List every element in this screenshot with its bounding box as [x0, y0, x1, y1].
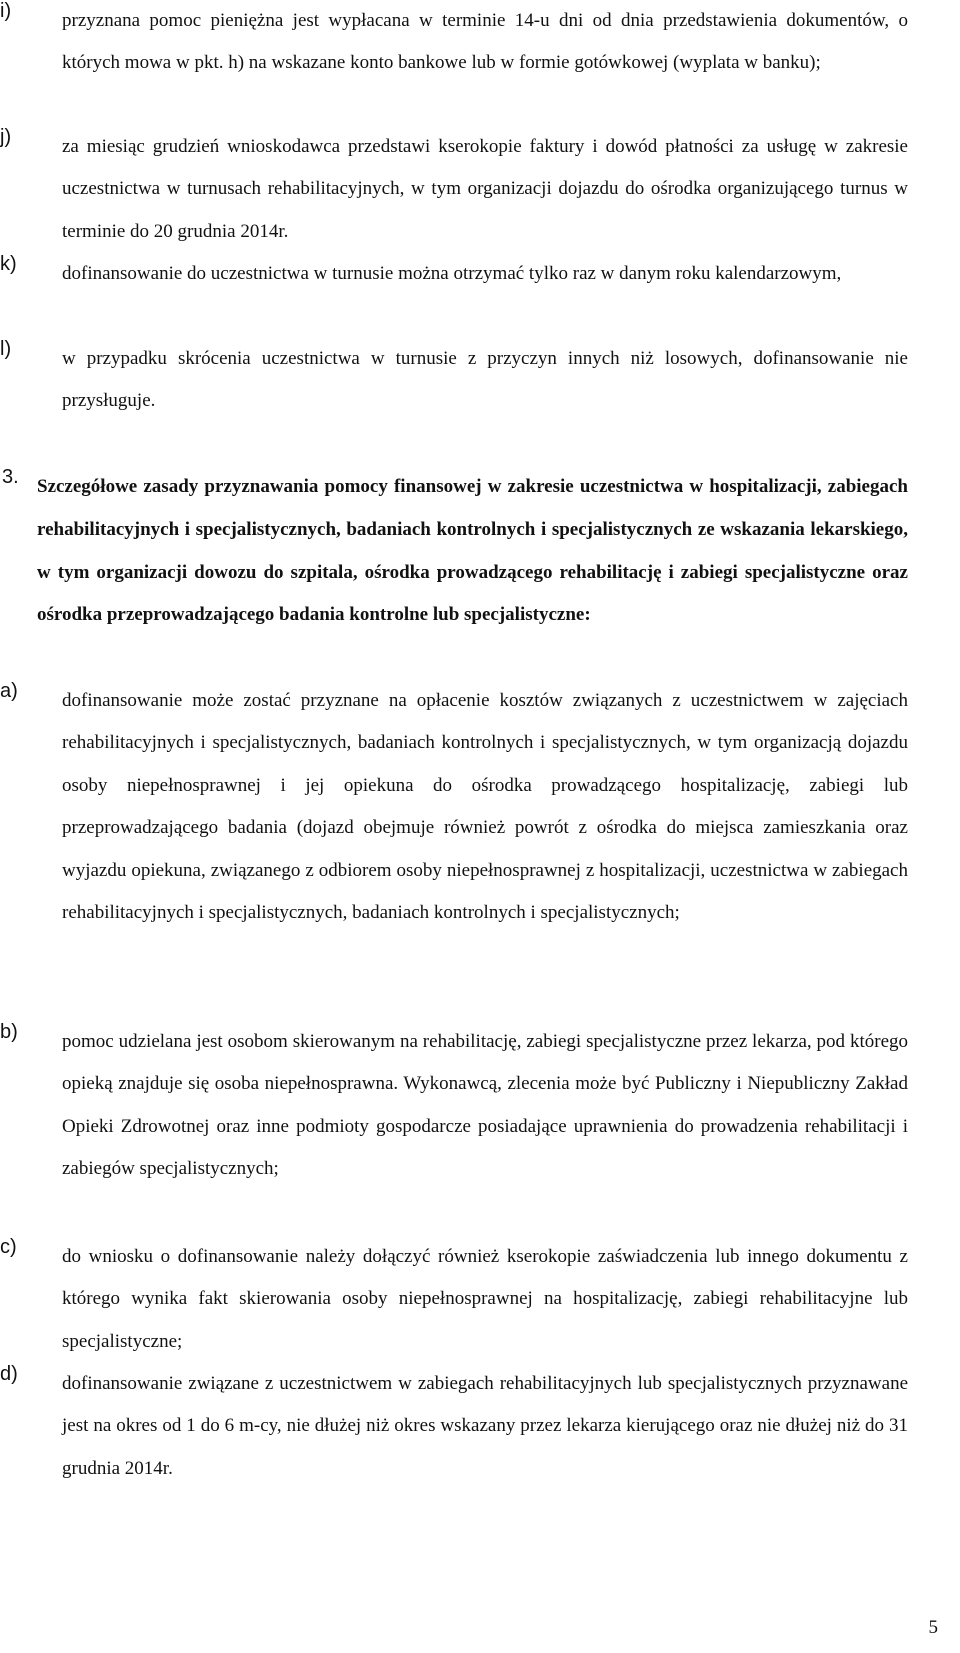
list-marker: k)	[0, 253, 17, 275]
list-item-a	[0, 680, 960, 934]
section-3-heading	[0, 466, 960, 637]
list-item-text: przyznana pomoc pieniężna jest wypłacana w terminie 14-u dni od dnia przedstawienia dokumentów, o których mowa w pkt. h) na wskazane konto bankowe lub w formie gotówkowej (wyplata w banku);	[62, 10, 908, 74]
list-item-k	[0, 253, 960, 295]
list-marker: i)	[0, 0, 12, 22]
list-item-text: za miesiąc grudzień wnioskodawca przedstawi kserokopie faktury i dowód płatności za usługę w zakresie uczestnictwa w turnusach rehabilitacyjnych, w tym organizacji dojazdu do ośrodka organizującego turnus w terminie do 20 grudnia 2014r.	[62, 136, 908, 242]
list-item-i	[0, 0, 960, 85]
list-item-l	[0, 338, 960, 423]
section-number: 3.	[2, 466, 19, 488]
list-item-d	[0, 1363, 960, 1490]
list-item-j	[0, 126, 960, 253]
list-marker: l)	[0, 338, 12, 360]
list-marker: b)	[0, 1021, 18, 1043]
list-item-text: dofinansowanie do uczestnictwa w turnusie można otrzymać tylko raz w danym roku kalendarzowym,	[62, 263, 842, 284]
list-marker: a)	[0, 680, 18, 702]
list-item-text: pomoc udzielana jest osobom skierowanym na rehabilitację, zabiegi specjalistyczne przez lekarza, pod którego opieką znajduje się osoba niepełnosprawna. Wykonawcą, zlecenia może być Publiczny i Niepubliczny Zakład Opieki Zdrowotnej oraz inne podmioty gospodarcze posiadające uprawnienia do prowadzenia rehabilitacji i zabiegów specjalistycznych;	[62, 1031, 908, 1180]
section-heading-text: Szczegółowe zasady przyznawania pomocy finansowej w zakresie uczestnictwa w hospitalizacji, zabiegach rehabilitacyjnych i specjalistycznych, badaniach kontrolnych i specjalistycznych ze wskazania lekarskiego, w tym organizacji dowozu do szpitala, ośrodka prowadzącego rehabilitację i zabiegi specjalistyczne oraz ośrodka przeprowadzającego badania kontrolne lub specjalistyczne:	[37, 476, 908, 626]
page-number: 5	[928, 1617, 938, 1638]
list-item-c	[0, 1236, 960, 1363]
list-marker: d)	[0, 1363, 18, 1385]
list-marker: c)	[0, 1236, 17, 1258]
list-item-text: dofinansowanie może zostać przyznane na opłacenie kosztów związanych z uczestnictwem w zajęciach rehabilitacyjnych i specjalistycznych, badaniach kontrolnych i specjalistycznych, w tym organizacją dojazdu osoby niepełnosprawnej i jej opiekuna do ośrodka prowadzącego hospitalizację, zabiegi lub przeprowadzającego badania (dojazd obejmuje również powrót z ośrodka do miejsca zamieszkania oraz wyjazdu opiekuna, związanego z odbiorem osoby niepełnosprawnej z hospitalizacji, uczestnictwa w zabiegach rehabilitacyjnych i specjalistycznych, badaniach kontrolnych i specjalistycznych;	[62, 690, 908, 924]
list-marker: j)	[0, 126, 12, 148]
list-item-text: do wniosku o dofinansowanie należy dołączyć również kserokopie zaświadczenia lub innego dokumentu z którego wynika fakt skierowania osoby niepełnosprawnej na hospitalizację, zabiegi rehabilitacyjne lub specjalistyczne;	[62, 1246, 908, 1352]
list-item-b	[0, 1021, 960, 1191]
list-item-text: w przypadku skrócenia uczestnictwa w turnusie z przyczyn innych niż losowych, dofinansowanie nie przysługuje.	[62, 348, 908, 412]
list-item-text: dofinansowanie związane z uczestnictwem w zabiegach rehabilitacyjnych lub specjalistycznych przyznawane jest na okres od 1 do 6 m-cy, nie dłużej niż okres wskazany przez lekarza kierującego oraz nie dłużej niż do 31 grudnia 2014r.	[62, 1373, 908, 1479]
